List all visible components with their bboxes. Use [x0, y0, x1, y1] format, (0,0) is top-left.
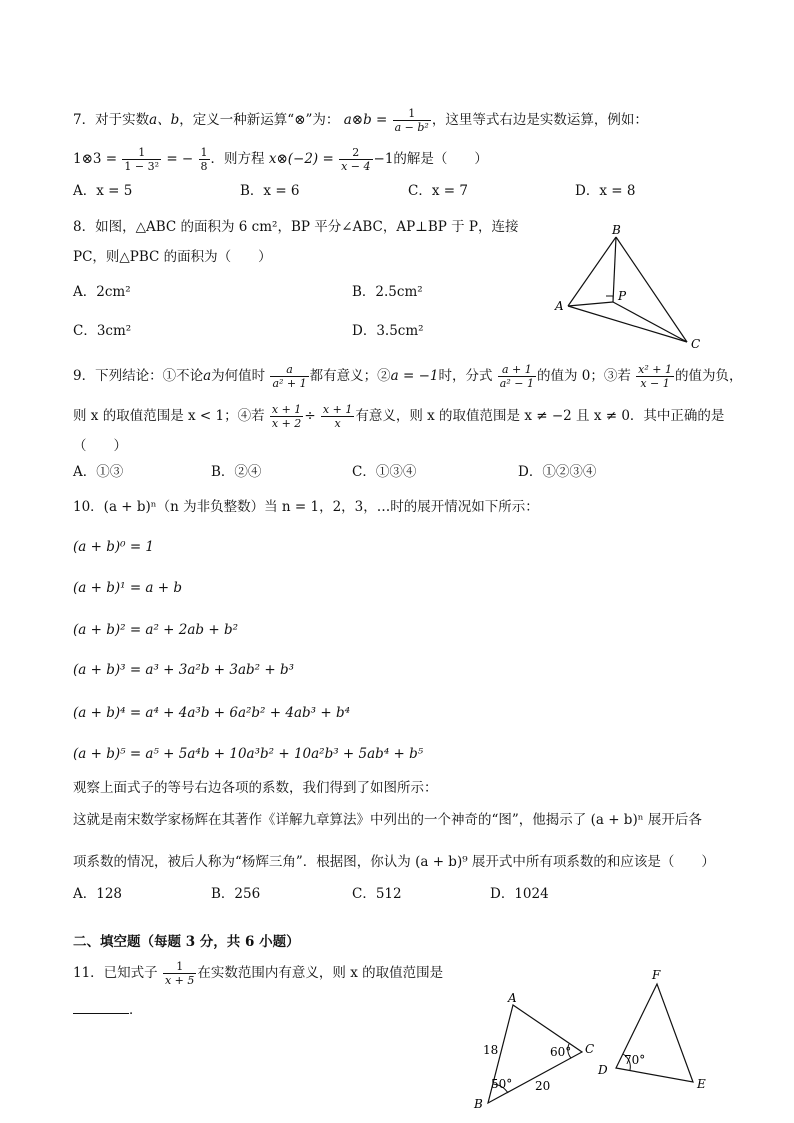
- label-c: C: [585, 1042, 595, 1056]
- q10-expansion-1: (a + b)¹ = a + b: [73, 580, 183, 596]
- q9-text: 为何值时: [211, 368, 266, 384]
- q7-option-b[interactable]: B．x = 6: [240, 183, 300, 199]
- q7-option-a[interactable]: A．x = 5: [73, 183, 133, 199]
- q10-option-d[interactable]: D．1024: [490, 886, 549, 902]
- q7-def-lhs: a⊗b =: [343, 112, 388, 128]
- q8-option-d[interactable]: D．3.5cm²: [352, 323, 424, 339]
- q8-triangle-figure: [550, 220, 710, 350]
- fraction-numerator: x + 1: [271, 403, 302, 416]
- fraction-numerator: 2: [339, 146, 372, 160]
- label-p: P: [618, 289, 627, 303]
- q10-observe: 观察上面式子的等号右边各项的系数，我们得到了如图所示：: [73, 780, 438, 796]
- q8-option-b[interactable]: B．2.5cm²: [352, 284, 423, 300]
- q9-text: 的值为负，: [674, 368, 743, 384]
- answer-blank[interactable]: [73, 1001, 129, 1014]
- q9-text: 都有意义；②: [309, 368, 391, 384]
- fraction-numerator: a: [270, 363, 308, 377]
- q10-option-c[interactable]: C．512: [352, 886, 402, 902]
- label-f: F: [652, 968, 661, 982]
- q9-option-b[interactable]: B．②④: [211, 464, 262, 480]
- label-a: A: [508, 991, 517, 1005]
- q7-text: ，这里等式右边是实数运算，例如：: [431, 112, 648, 128]
- q8-line2: PC，则△PBC 的面积为（ ）: [73, 249, 272, 265]
- q9-condition: a = −1: [390, 368, 439, 384]
- q9-fraction-5: [321, 403, 354, 430]
- q9-option-c[interactable]: C．①③④: [352, 464, 417, 480]
- q9-text: 9．下列结论：①不论: [73, 368, 204, 384]
- section-heading: 二、填空题（每题 3 分，共 6 小题）: [73, 934, 300, 950]
- q9-text: 则 x 的取值范围是 x < 1；④若: [73, 408, 265, 424]
- q10-expansion-5: (a + b)⁵ = a⁵ + 5a⁴b + 10a³b² + 10a²b³ + 5ab⁴ + b⁵: [73, 746, 424, 762]
- q11-fraction: [163, 960, 196, 987]
- q9-option-d[interactable]: D．①②③④: [518, 464, 597, 480]
- label-c: C: [691, 337, 701, 350]
- fraction-denominator: x − 4: [341, 160, 371, 173]
- q10-paragraph-1: 这就是南宋数学家杨辉在其著作《详解九章算法》中列出的一个神奇的“图”，他揭示了 (a + b)ⁿ 展开后各: [73, 812, 702, 828]
- q11-end: ．: [129, 1002, 143, 1018]
- q10-expansion-0: (a + b)⁰ = 1: [73, 539, 155, 555]
- q10-expansion-2: (a + b)² = a² + 2ab + b²: [73, 622, 239, 638]
- segment-ap: [568, 302, 613, 306]
- fraction-denominator: a − b²: [394, 121, 429, 134]
- label-b: B: [612, 223, 621, 237]
- q7-example-lhs: 1⊗3 =: [73, 151, 118, 167]
- fraction-denominator: x − 1: [640, 377, 670, 390]
- right-angle-mark: [606, 296, 613, 302]
- q8-option-c[interactable]: C．3cm²: [73, 323, 132, 339]
- fraction-numerator: x² + 1: [638, 363, 672, 376]
- fraction-denominator: 8: [200, 160, 208, 173]
- label-d: D: [598, 1063, 608, 1077]
- q9-text: 时，分式: [438, 368, 493, 384]
- q7-example-fraction: [122, 146, 161, 173]
- segment-pc: [613, 302, 687, 342]
- q9-fraction-2: [498, 363, 536, 390]
- segment-bp: [613, 237, 616, 302]
- q7-option-d[interactable]: D．x = 8: [575, 183, 636, 199]
- q9-line2: [73, 403, 724, 430]
- fraction-denominator: x + 2: [271, 417, 302, 430]
- label-e: E: [697, 1077, 706, 1091]
- q7-line1: [73, 107, 648, 134]
- q9-text: 的值为 0；③若: [536, 368, 631, 384]
- label-b: B: [474, 1097, 483, 1111]
- side-bc-length: 20: [535, 1079, 551, 1093]
- angle-b-label: 50°: [491, 1077, 513, 1091]
- q7-text: 7．对于实数: [73, 112, 150, 128]
- q9-divide: ÷: [304, 408, 316, 424]
- q10-intro: 10．(a + b)ⁿ（n 为非负整数）当 n = 1，2，3，…时的展开情况如下所示：: [73, 499, 539, 515]
- segment-ac: [568, 306, 687, 342]
- q11-line1: [73, 960, 443, 987]
- q7-equation-lhs: x⊗(−2) =: [268, 151, 334, 167]
- fraction-numerator: 1: [200, 146, 208, 159]
- q9-line1: [73, 363, 742, 390]
- fraction-denominator: x: [334, 417, 341, 430]
- q7-example-eq: = −: [166, 151, 194, 167]
- q7-op: ⊗: [294, 112, 306, 128]
- q8-line1: 8．如图，△ABC 的面积为 6 cm²，BP 平分∠ABC，AP⊥BP 于 P，连接: [73, 219, 519, 235]
- q7-vars: a、b: [149, 112, 180, 128]
- segment-bc: [616, 237, 687, 342]
- q7-example-result: [199, 146, 210, 173]
- q10-expansion-4: (a + b)⁴ = a⁴ + 4a³b + 6a²b² + 4ab³ + b⁴: [73, 705, 351, 721]
- fraction-denominator: x + 5: [164, 974, 195, 987]
- fraction-denominator: a² + 1: [272, 377, 307, 390]
- q12-triangles-figure: [470, 962, 720, 1112]
- q7-def-fraction: [393, 107, 431, 134]
- fraction-denominator: 1 − 3²: [124, 160, 160, 173]
- fraction-numerator: 1: [163, 960, 196, 974]
- q7-option-c[interactable]: C．x = 7: [408, 183, 468, 199]
- q11-answer-line[interactable]: [73, 1000, 143, 1020]
- q11-text: 11．已知式子: [73, 965, 158, 981]
- q7-text: 的解是（ ）: [393, 151, 488, 167]
- q9-text: 有意义，则 x 的取值范围是 x ≠ −2 且 x ≠ 0．其中正确的是: [355, 408, 725, 424]
- q8-option-a[interactable]: A．2cm²: [73, 284, 131, 300]
- q7-line2: [73, 146, 488, 173]
- q10-paragraph-2: 项系数的情况，被后人称为“杨辉三角”．根据图，你认为 (a + b)⁹ 展开式中所有项系数的和应该是（ ）: [73, 854, 715, 870]
- q10-option-a[interactable]: A．128: [73, 886, 123, 902]
- fraction-numerator: x + 1: [322, 403, 353, 416]
- q7-text: ，定义一种新运算“: [179, 112, 295, 128]
- fraction-denominator: a² − 1: [499, 377, 534, 390]
- label-a: A: [555, 299, 564, 313]
- q9-option-a[interactable]: A．①③: [73, 464, 124, 480]
- q9-fraction-4: [270, 403, 303, 430]
- fraction-numerator: a + 1: [498, 363, 536, 377]
- q9-fraction-1: [270, 363, 308, 390]
- q9-fraction-3: [636, 363, 674, 390]
- angle-d-label: 70°: [624, 1053, 646, 1067]
- q7-text: ”为：: [305, 112, 340, 128]
- q9-var: a: [203, 368, 212, 384]
- side-ab-length: 18: [483, 1043, 499, 1057]
- fraction-numerator: 1: [393, 107, 431, 121]
- q7-text: ．则方程: [210, 151, 265, 167]
- angle-c-label: 60°: [550, 1045, 572, 1059]
- q7-equation-fraction: [339, 146, 372, 173]
- triangle-def: [616, 984, 693, 1082]
- fraction-numerator: 1: [122, 146, 161, 160]
- q10-expansion-3: (a + b)³ = a³ + 3a²b + 3ab² + b³: [73, 662, 295, 678]
- q10-option-b[interactable]: B．256: [211, 886, 261, 902]
- q11-text: 在实数范围内有意义，则 x 的取值范围是: [197, 965, 444, 981]
- q9-line3: （ ）: [73, 438, 127, 454]
- q7-equation-tail: −1: [373, 151, 394, 167]
